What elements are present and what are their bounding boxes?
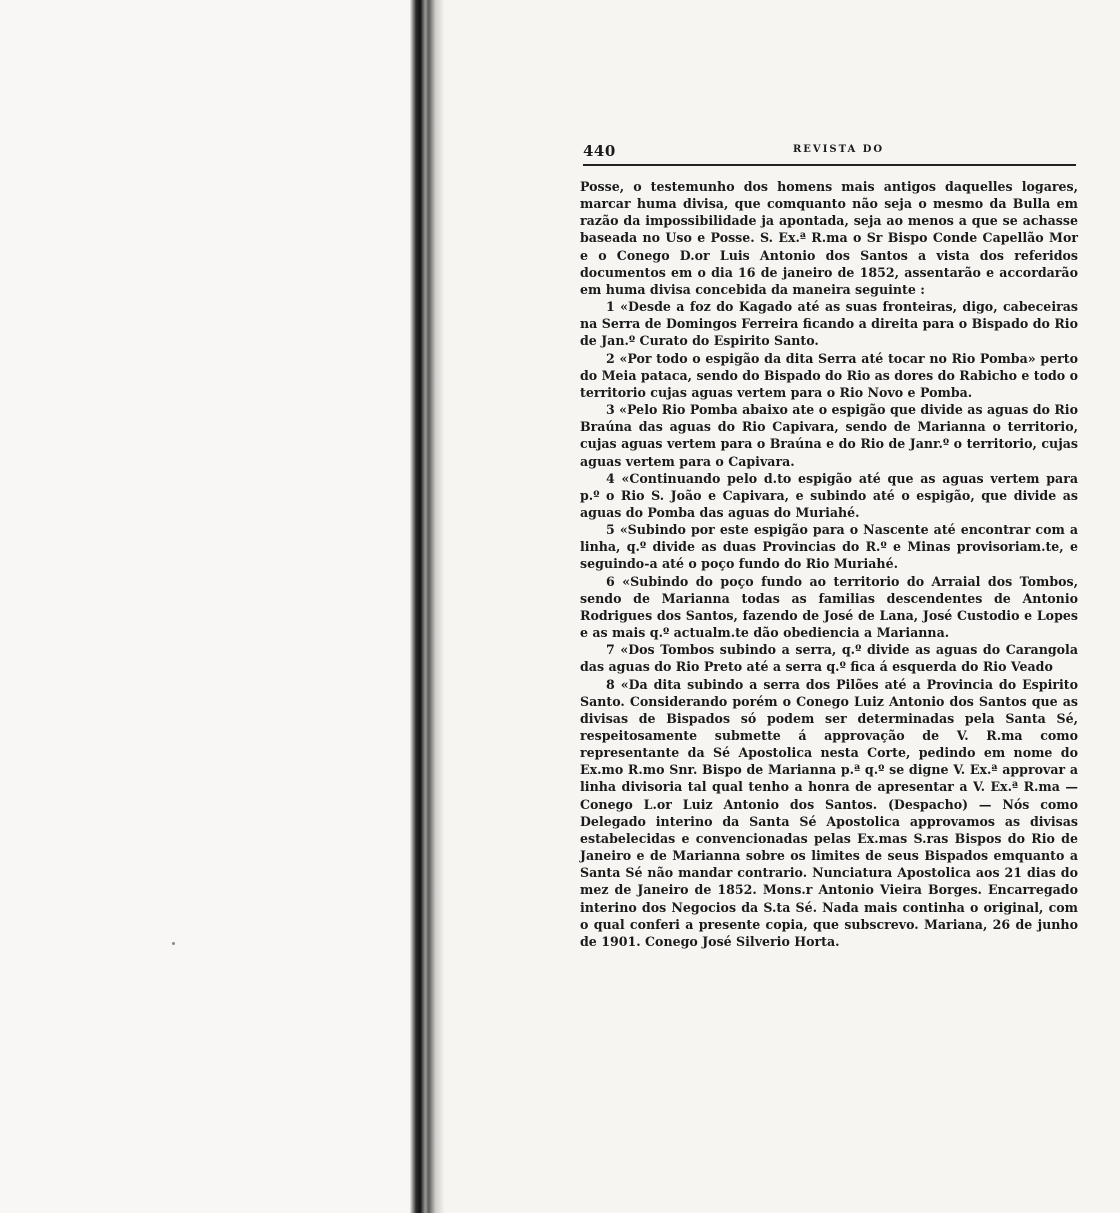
running-head: REVISTA DO <box>793 144 885 155</box>
division-item-4: 4 «Continuando pelo d.to espigão até que as aguas vertem para p.º o Rio S. João e Capivara, e subindo até o espigão, que divide as aguas do Pomba das aguas do Muriahé. <box>580 470 1078 520</box>
paper-speck <box>172 942 175 945</box>
left-blank-page <box>0 0 410 1213</box>
body-text <box>580 178 1078 950</box>
division-item-6: 6 «Subindo do poço fundo ao territorio do Arraial dos Tombos, sendo de Marianna todas as familias descendentes de Antonio Rodrigues dos Santos, fazendo de José de Lana, José Custodio e Lopes e as mais q.º actualm.te dão obediencia a Marianna. <box>580 573 1078 641</box>
division-item-3: 3 «Pelo Rio Pomba abaixo ate o espigão que divide as aguas do Rio Braúna das aguas do Rio Capivara, sendo de Marianna o territorio, cujas aguas vertem para o Braúna e do Rio de Janr.º o territorio, cujas aguas vertem para o Capivara. <box>580 402 1078 469</box>
division-item-1: 1 «Desde a foz do Kagado até as suas fronteiras, digo, cabeceiras na Serra de Domingos Ferreira ficando a direita para o Bispado do Rio de Jan.º Curato do Espirito Santo. <box>580 299 1078 349</box>
book-gutter <box>410 0 444 1213</box>
page-number: 440 <box>583 142 616 160</box>
division-item-5: 5 «Subindo por este espigão para o Nascente até encontrar com a linha, q.º divide as duas Provincias do R.º e Minas provisoriam.te, e seguindo-a até o poço fundo do Rio Muriahé. <box>580 522 1078 572</box>
division-item-2: 2 «Por todo o espigão da dita Serra até tocar no Rio Pomba» perto do Meia pataca, sendo do Bispado do Rio as dores do Rabicho e todo o territorio cujas aguas vertem para o Rio Novo e Pomba. <box>580 350 1078 400</box>
intro-paragraph: Posse, o testemunho dos homens mais antigos daquelles logares, marcar huma divisa, que comquanto não seja o mesmo da Bulla em razão da impossibilidade ja apontada, seja ao menos a que se achasse baseada no Uso e Posse. S. Ex.ª R.ma o Sr Bispo Conde Capellão Mor e o Conego D.or Luis Antonio dos Santos a vista dos referidos documentos em o dia 16 de janeiro de 1852, assentarão e accordarão em huma divisa concebida da maneira seguinte : <box>580 179 1078 297</box>
division-item-7: 7 «Dos Tombos subindo a serra, q.º divide as aguas do Carangola das aguas do Rio Preto até a serra q.º fica á esquerda do Rio Veado <box>580 642 1078 675</box>
division-item-8: 8 «Da dita subindo a serra dos Pilões até a Provincia do Espirito Santo. Considerando porém o Conego Luiz Antonio dos Santos que as divisas de Bispados só podem ser determinadas pela Santa Sé, respeitosamente submette á approvação de V. R.ma como representante da Sé Apostolica nesta Corte, pedindo em nome do Ex.mo R.mo Snr. Bispo de Marianna p.ª q.º se digne V. Ex.ª approvar a linha divisoria tal qual tenho a honra de apresentar a V. Ex.ª R.ma — Conego L.or Luiz Antonio dos Santos. (Despacho) — Nós como Delegado interino da Santa Sé Apostolica approvamos as divisas estabelecidas e convencionadas pelas Ex.mas S.ras Bispos do Rio de Janeiro e de Marianna sobre os limites de seus Bispados emquanto a Santa Sé não mandar contrario. Nunciatura Apostolica aos 21 dias do mez de Janeiro de 1852. Mons.r Antonio Vieira Borges. Encarregado interino dos Negocios da S.ta Sé. Nada mais continha o original, com o qual conferi a presente copia, que subscrevo. Mariana, 26 de junho de 1901. Conego José Silverio Horta. <box>580 676 1078 949</box>
page-header <box>583 142 1076 166</box>
